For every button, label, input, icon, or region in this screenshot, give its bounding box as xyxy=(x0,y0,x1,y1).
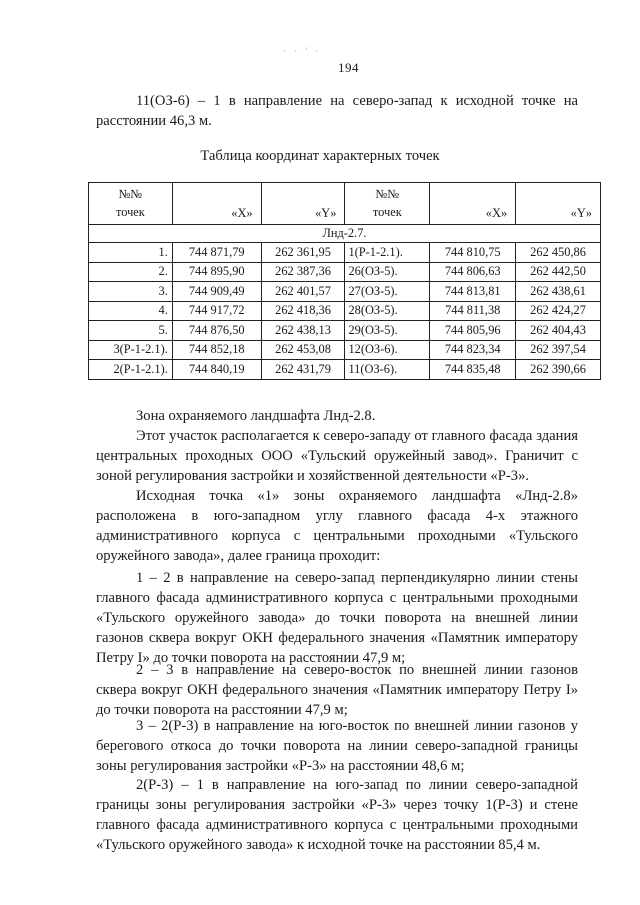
header-point-b: №№ точек xyxy=(345,183,430,225)
table-row xyxy=(89,301,601,321)
x-b-cell: 744 811,38 xyxy=(430,301,516,321)
segment-2r3-1: 2(Р-3) – 1 в направление на юго-запад по линии северо-западной границы зоны регулирования застройки «Р-3» через точку 1(Р-3) и стене главного фасада административного корпуса с центральными проходными «Тульского оружейного завода» к исходной точке на расстоянии 85,4 м. xyxy=(96,777,578,853)
y-b-cell: 262 404,43 xyxy=(516,321,601,341)
segment-2-3: 2 – 3 в направление на северо-восток по внешней линии газонов сквера вокруг ОКН федерального значения «Памятник императору Петру I» до точки поворота на расстоянии 47,9 м; xyxy=(96,662,578,718)
y-b-cell: 262 442,50 xyxy=(516,262,601,282)
x-a-cell: 744 917,72 xyxy=(172,301,261,321)
header-point-a: №№ точек xyxy=(89,183,173,225)
y-b-cell: 262 390,66 xyxy=(516,360,601,380)
table-row xyxy=(89,360,601,380)
header-x-a: «X» xyxy=(172,183,261,225)
table-row xyxy=(89,321,601,341)
y-a-cell: 262 361,95 xyxy=(261,243,345,263)
table-header-row xyxy=(89,183,601,225)
header-x-b: «X» xyxy=(430,183,516,225)
y-a-cell: 262 401,57 xyxy=(261,282,345,302)
x-b-cell: 744 813,81 xyxy=(430,282,516,302)
point-b-cell: 1(Р-1-2.1). xyxy=(345,243,430,263)
table-title: Таблица координат характерных точек xyxy=(200,148,440,164)
x-b-cell: 744 810,75 xyxy=(430,243,516,263)
intro-paragraph: 11(ОЗ-6) – 1 в направление на северо-запад к исходной точке на расстоянии 46,3 м. xyxy=(96,93,578,129)
y-b-cell: 262 438,61 xyxy=(516,282,601,302)
y-a-cell: 262 453,08 xyxy=(261,340,345,360)
x-a-cell: 744 871,79 xyxy=(172,243,261,263)
point-a-cell: 3(Р-1-2.1). xyxy=(89,340,173,360)
y-a-cell: 262 431,79 xyxy=(261,360,345,380)
point-b-cell: 28(ОЗ-5). xyxy=(345,301,430,321)
table-row xyxy=(89,282,601,302)
zone-row xyxy=(89,225,601,243)
x-b-cell: 744 835,48 xyxy=(430,360,516,380)
table-row xyxy=(89,262,601,282)
location-paragraph: Этот участок располагается к северо-западу от главного фасада здания центральных проходных ООО «Тульский оружейный завод». Граничит с зоной регулирования застройки и хозяйственной деятельности «Р-3». xyxy=(96,428,578,484)
header-y-a: «Y» xyxy=(261,183,345,225)
header-y-b: «Y» xyxy=(516,183,601,225)
point-a-cell: 2. xyxy=(89,262,173,282)
x-a-cell: 744 876,50 xyxy=(172,321,261,341)
page-number: 194 xyxy=(338,60,359,75)
point-b-cell: 26(ОЗ-5). xyxy=(345,262,430,282)
table-row xyxy=(89,340,601,360)
point-a-cell: 5. xyxy=(89,321,173,341)
point-a-cell: 3. xyxy=(89,282,173,302)
y-b-cell: 262 450,86 xyxy=(516,243,601,263)
point-a-cell: 1. xyxy=(89,243,173,263)
point-a-cell: 4. xyxy=(89,301,173,321)
y-a-cell: 262 438,13 xyxy=(261,321,345,341)
point-a-cell: 2(Р-1-2.1). xyxy=(89,360,173,380)
zone-heading: Зона охраняемого ландшафта Лнд-2.8. xyxy=(136,408,376,424)
segment-3-2r3: 3 – 2(Р-3) в направление на юго-восток по внешней линии газонов у берегового откоса до точки поворота на линии северо-западной границы зоны регулирования застройки «Р-3» на расстоянии 48,6 м; xyxy=(96,718,578,774)
x-b-cell: 744 806,63 xyxy=(430,262,516,282)
table-row xyxy=(89,243,601,263)
y-a-cell: 262 387,36 xyxy=(261,262,345,282)
x-b-cell: 744 805,96 xyxy=(430,321,516,341)
x-a-cell: 744 895,90 xyxy=(172,262,261,282)
segment-1-2: 1 – 2 в направление на северо-запад перпендикулярно линии стены главного фасада административного корпуса с центральными проходными «Тульского оружейного завода» до точки поворота на внешней линии газонов сквера вокруг ОКН федерального значения «Памятник императору Петру I» до точки поворота на расстоянии 47,9 м; xyxy=(96,570,578,666)
scan-smudge: · · ' · xyxy=(283,46,322,56)
point-b-cell: 29(ОЗ-5). xyxy=(345,321,430,341)
y-a-cell: 262 418,36 xyxy=(261,301,345,321)
x-a-cell: 744 909,49 xyxy=(172,282,261,302)
x-a-cell: 744 840,19 xyxy=(172,360,261,380)
point-b-cell: 11(ОЗ-6). xyxy=(345,360,430,380)
point-b-cell: 27(ОЗ-5). xyxy=(345,282,430,302)
origin-paragraph: Исходная точка «1» зоны охраняемого ландшафта «Лнд-2.8» расположена в юго-западном углу главного фасада 4-х этажного административного корпуса с центральными проходными «Тульского оружейного завода», далее граница проходит: xyxy=(96,488,578,564)
y-b-cell: 262 424,27 xyxy=(516,301,601,321)
x-b-cell: 744 823,34 xyxy=(430,340,516,360)
table-rows xyxy=(89,243,601,380)
zone-label: Лнд-2.7. xyxy=(89,225,601,243)
x-a-cell: 744 852,18 xyxy=(172,340,261,360)
point-b-cell: 12(ОЗ-6). xyxy=(345,340,430,360)
coordinates-table xyxy=(88,182,601,380)
y-b-cell: 262 397,54 xyxy=(516,340,601,360)
